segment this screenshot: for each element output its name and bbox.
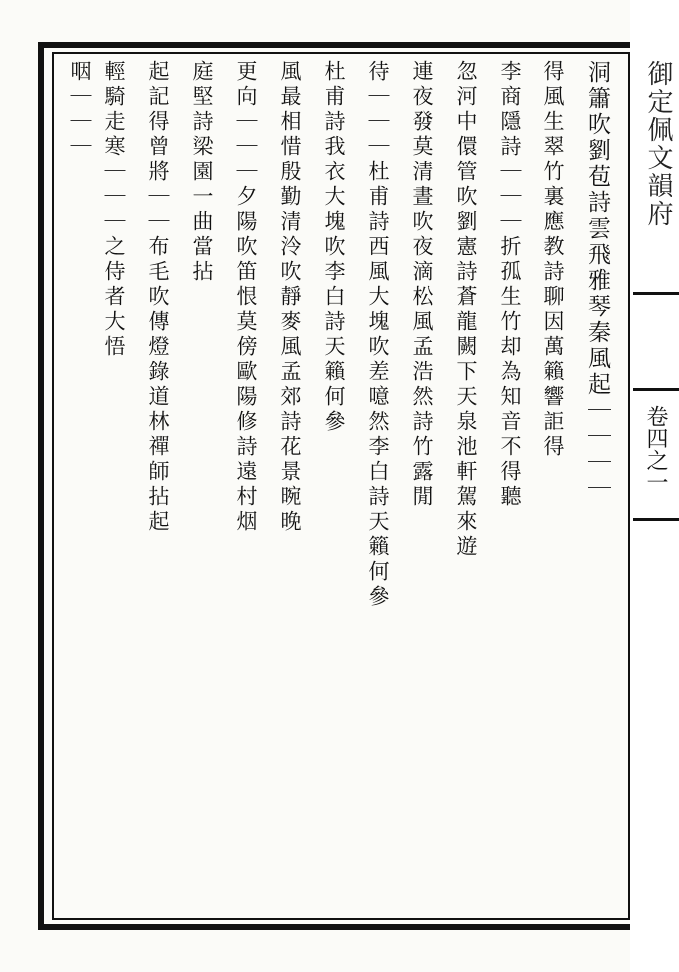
text-column: 起記得曾將｜｜布毛吹傳燈錄道林禪師拈起 — [146, 60, 170, 535]
text-column: 忽河中儇管吹劉憲詩蒼龍闕下天泉池軒駕來遊 — [454, 60, 478, 560]
text-column: 連夜發莫清晝吹夜滴松風孟浩然詩竹露閒 — [410, 60, 434, 510]
text-column: 咽｜｜｜ — [68, 60, 92, 160]
text-column: 輕騎走寒｜｜｜之侍者大悟 — [102, 60, 126, 360]
text-column: 李商隱詩｜｜｜折孤生竹却為知音不得聽 — [498, 60, 522, 510]
gutter-divider — [633, 518, 679, 521]
text-column: 更向｜｜｜夕陽吹笛恨莫傍歐陽修詩遠村烟 — [234, 60, 258, 535]
text-column: 得風生翠竹裏應教詩聊因萬籟響詎得 — [541, 60, 565, 460]
text-column: 洞簫吹劉苞詩雲飛雅琴秦風起｜｜｜｜ — [584, 60, 610, 502]
gutter-title: 御定佩文韻府 — [643, 60, 673, 228]
text-column: 庭堅詩梁園一曲當拈 — [190, 60, 214, 285]
gutter-divider — [633, 388, 679, 391]
gutter-divider — [633, 292, 679, 295]
text-column: 待｜｜｜杜甫詩西風大塊吹差噫然李白詩天籟何參 — [366, 60, 390, 610]
text-column: 杜甫詩我衣大塊吹李白詩天籟何參 — [322, 60, 346, 435]
text-column: 風最相惜殷勤清泠吹靜麥風孟郊詩花景晼晚 — [278, 60, 302, 535]
juan-label: 卷四之一 — [643, 405, 668, 493]
